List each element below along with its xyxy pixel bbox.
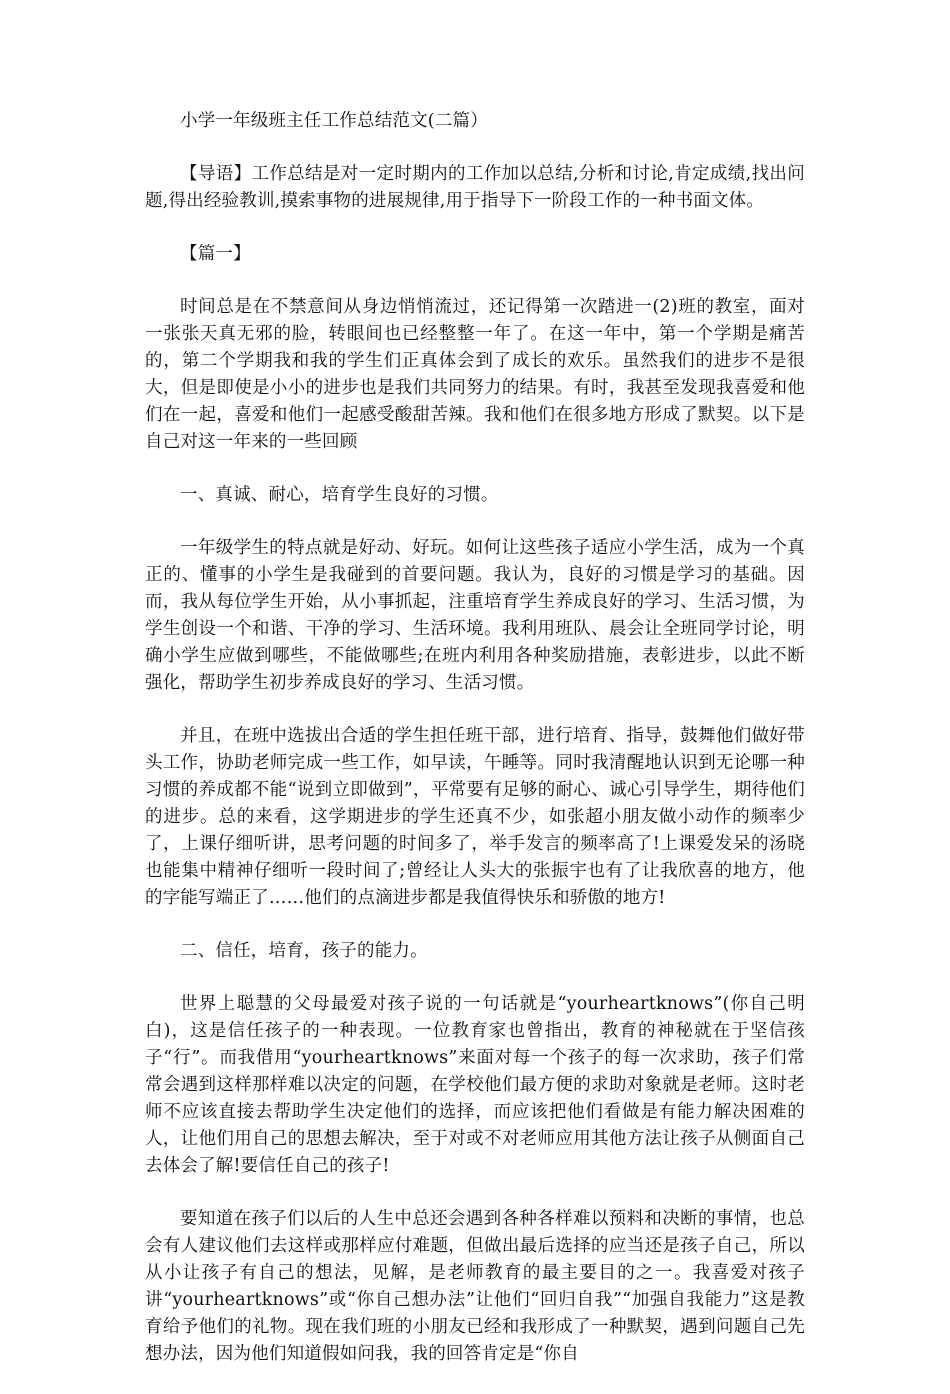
subheading-habits: 一、真诚、耐心，培育学生良好的习惯。 bbox=[180, 485, 499, 505]
body-paragraph: 世界上聪慧的父母最爱对孩子说的一句话就是“yourheartknows”(你自己明白)，这是信任孩子的一种表现。一位教育家也曾指出，教育的神秘就在于坚信孩子“行”。而我借用“yourheartknows”来面对每一个孩子的每一次求助，孩子们常常会遇到这样那样难以决定的问题，在学校他们最方便的求助对象就是老师。这时老师不应该直接去帮助学生决定他们的选择，而应该把他们看做是有能力解决困难的人，让他们用自己的思想去解决，至于对或不对老师应用其他方法让孩子从侧面自己去体会了解!要信任自己的孩子! bbox=[145, 994, 805, 1176]
body-paragraph: 一年级学生的特点就是好动、好玩。如何让这些孩子适应小学生活，成为一个真正的、懂事的小学生是我碰到的首要问题。我认为，良好的习惯是学习的基础。因而，我从每位学生开始，从小事抓起，注重培育学生养成良好的学习、生活习惯，为学生创设一个和谐、干净的学习、生活环境。我利用班队、晨会让全班同学讨论，明确小学生应做到哪些，不能做哪些;在班内利用各种奖励措施，表彰进步，以此不断强化，帮助学生初步养成良好的学习、生活习惯。 bbox=[145, 538, 805, 693]
body-paragraph: 要知道在孩子们以后的人生中总还会遇到各种各样难以预料和决断的事情，也总会有人建议他们去这样或那样应付难题，但做出最后选择的应当还是孩子自己，所以从小让孩子有自己的想法，见解，是老师教育的最主要目的之一。我喜爱对孩子讲“yourheartknows”或“你自己想办法”让他们“回归自我”“加强自我能力”这是教育给予他们的礼物。现在我们班的小朋友已经和我形成了一种默契，遇到问题自己先想办法，因为他们知道假如问我，我的回答肯定是“你自 bbox=[145, 1209, 805, 1364]
section-heading-part-one: 【篇一】 bbox=[180, 244, 251, 264]
document-page bbox=[145, 108, 805, 1394]
subheading-trust: 二、信任，培育，孩子的能力。 bbox=[180, 941, 428, 961]
document-title: 小学一年级班主任工作总结范文(二篇） bbox=[180, 111, 488, 131]
body-paragraph: 并且，在班中选拔出合适的学生担任班干部，进行培育、指导，鼓舞他们做好带头工作，协助老师完成一些工作，如早读，午睡等。同时我清醒地认识到无论哪一种习惯的养成都不能“说到立即做到”，平常要有足够的耐心、诚心引导学生，期待他们的进步。总的来看，这学期进步的学生还真不少，如张超小朋友做小动作的频率少了，上课仔细听讲，思考问题的时间多了，举手发言的频率高了!上课爱发呆的汤晓也能集中精神仔细听一段时间了;曾经让人头大的张振宇也有了让我欣喜的地方，他的字能写端正了……他们的点滴进步都是我值得快乐和骄傲的地方! bbox=[145, 726, 805, 908]
body-paragraph: 时间总是在不禁意间从身边悄悄流过，还记得第一次踏进一(2)班的教室，面对一张张天真无邪的脸，转眼间也已经整整一年了。在这一年中，第一个学期是痛苦的，第二个学期我和我的学生们正真体会到了成长的欢乐。虽然我们的进步不是很大，但是即使是小小的进步也是我们共同努力的结果。有时，我甚至发现我喜爱和他们在一起，喜爱和他们一起感受酸甜苦辣。我和他们在很多地方形成了默契。以下是自己对这一年来的一些回顾 bbox=[145, 297, 805, 452]
intro-paragraph: 【导语】工作总结是对一定时期内的工作加以总结,分析和讨论,肯定成绩,找出问题,得出经验教训,摸索事物的进展规律,用于指导下一阶段工作的一种书面文体。 bbox=[145, 164, 805, 211]
